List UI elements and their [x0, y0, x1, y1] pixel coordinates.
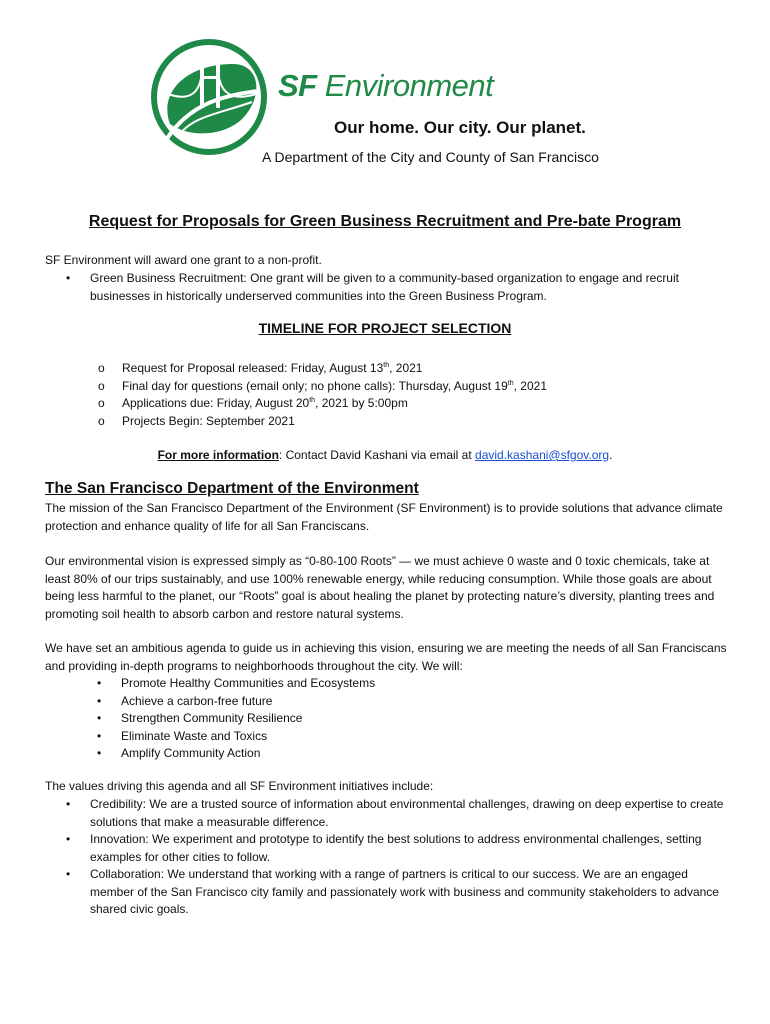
agenda-item: • Promote Healthy Communities and Ecosystems	[121, 675, 681, 693]
bullet-icon: •	[97, 711, 102, 725]
tagline: Our home. Our city. Our planet.	[334, 118, 586, 137]
list-item	[66, 270, 720, 305]
bullet-icon: •	[97, 728, 102, 743]
agenda-item: • Eliminate Waste and Toxics	[121, 728, 681, 746]
circle-bullet-icon: o	[98, 378, 105, 393]
more-info-line: For more information: Contact David Kashani via email at david.kashani@sfgov.org.	[157, 448, 613, 462]
value-item: • Collaboration: We understand that working with a range of partners is critical to our success. We are an engaged member of the San Francisco city family and passionately work with business and community stakeholders to advance shared civic goals.	[66, 867, 719, 916]
circle-bullet-icon: o	[98, 396, 105, 410]
bullet-icon: •	[66, 271, 71, 285]
bullet-icon: •	[97, 746, 102, 760]
timeline-list	[98, 360, 722, 430]
more-info-text: : Contact David Kashani via email at	[278, 448, 476, 462]
bullet-icon: •	[97, 676, 102, 690]
bullet-icon: •	[66, 832, 71, 846]
circle-bullet-icon: o	[98, 413, 105, 428]
sf-environment-logo-icon	[148, 36, 270, 158]
brand-name	[278, 68, 493, 104]
bullet-icon: •	[66, 797, 71, 811]
vision-paragraph: Our environmental vision is expressed simply as “0-80-100 Roots” — we must achieve 0 waste and 0 toxic chemicals, take at least 80% of our trips sustainably, and use 100% renewable energy, while reducing consumption. While those goals are about being less harmful to the planet, our “Roots” goal is about healing the planet by protecting nature’s diversity, planting trees and promoting soil health to absorb carbon and restore natural systems.	[45, 554, 715, 621]
bullet-icon: •	[66, 867, 71, 881]
values-list	[66, 796, 730, 919]
agenda-item: • Amplify Community Action	[121, 745, 681, 763]
department-line: A Department of the City and County of San Francisco	[262, 149, 599, 165]
value-item: • Credibility: We are a trusted source of information about environmental challenges, drawing on deep expertise to create solutions that make a measurable difference.	[66, 797, 724, 829]
agenda-paragraph: We have set an ambitious agenda to guide us in achieving this vision, ensuring we are meeting the needs of all San Franciscans and providing in-depth programs to neighborhoods throughout the city. We will:	[45, 641, 727, 673]
brand-environment: Environment	[324, 68, 494, 103]
contact-email-link[interactable]: david.kashani@sfgov.org	[475, 448, 610, 462]
more-info-label: For more information	[157, 448, 279, 462]
timeline-item: o Request for Proposal released: Friday, August 13th, 2021	[122, 360, 722, 378]
timeline-heading: TIMELINE FOR PROJECT SELECTION	[258, 320, 512, 336]
mission-paragraph: The mission of the San Francisco Department of the Environment (SF Environment) is to provide solutions that advance climate protection and enhance quality of life for all San Franciscans.	[45, 501, 723, 533]
timeline-item: o Final day for questions (email only; no phone calls): Thursday, August 19th, 2021	[122, 378, 722, 396]
brand-sf: SF	[278, 68, 317, 103]
header-logo	[148, 36, 638, 176]
intro-bullet-list	[66, 270, 720, 305]
bullet-icon: •	[97, 693, 102, 708]
agenda-item: • Achieve a carbon-free future	[121, 693, 681, 711]
values-intro: The values driving this agenda and all SF Environment initiatives include:	[45, 779, 434, 793]
department-heading: The San Francisco Department of the Environment	[45, 480, 419, 497]
circle-bullet-icon: o	[98, 361, 105, 375]
document-title: Request for Proposals for Green Business Recruitment and Pre-bate Program	[88, 213, 682, 230]
intro-text: SF Environment will award one grant to a non-profit.	[45, 253, 322, 267]
value-item: • Innovation: We experiment and prototype to identify the best solutions to address environmental challenges, setting examples for other cities to follow.	[66, 832, 702, 864]
intro-bullet-text: Green Business Recruitment: One grant will be given to a community-based organization to engage and recruit businesses in historically underserved communities into the Green Business Program.	[90, 271, 679, 303]
agenda-item: • Strengthen Community Resilience	[121, 710, 681, 728]
timeline-item: o Applications due: Friday, August 20th, 2021 by 5:00pm	[122, 395, 722, 413]
timeline-item: o Projects Begin: September 2021	[122, 413, 722, 431]
agenda-list	[97, 675, 681, 763]
